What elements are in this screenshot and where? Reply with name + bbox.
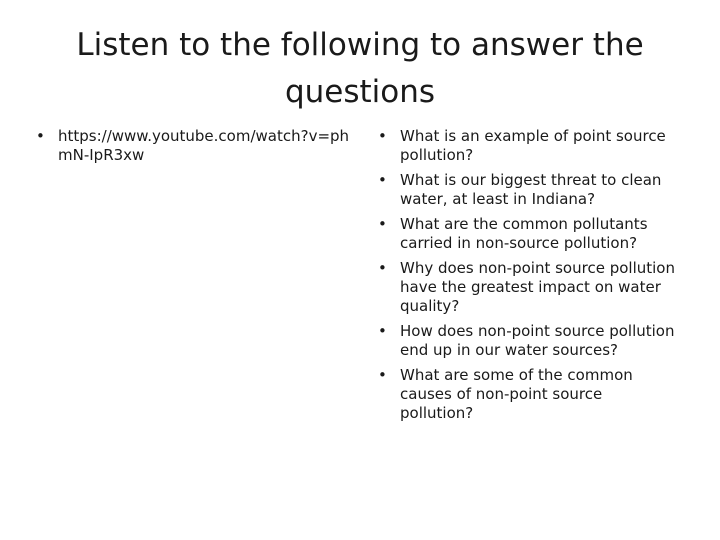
list-item [378, 171, 678, 209]
question-text: What are some of the common causes of non-point source pollution? [400, 366, 633, 422]
list-item-video-link[interactable] [36, 127, 356, 165]
list-item [378, 322, 678, 360]
video-link-text[interactable]: https://www.youtube.com/watch?v=phmN-IpR3xw [58, 127, 350, 164]
question-text: What is our biggest threat to clean water, at least in Indiana? [400, 171, 662, 208]
bullet-icon: • [36, 127, 45, 145]
bullet-icon: • [378, 259, 387, 277]
question-text: How does non-point source pollution end up in our water sources? [400, 322, 675, 359]
bullet-icon: • [378, 215, 387, 233]
bullet-icon: • [378, 171, 387, 189]
list-item [378, 366, 678, 423]
bullet-icon: • [378, 127, 387, 145]
questions-list [378, 127, 678, 429]
question-text: What are the common pollutants carried in non-source pollution? [400, 215, 648, 252]
question-text: Why does non-point source pollution have the greatest impact on water quality? [400, 259, 675, 315]
bullet-icon: • [378, 366, 387, 384]
question-text: What is an example of point source pollution? [400, 127, 666, 164]
slide-title: Listen to the following to answer the questions [76, 27, 644, 110]
list-item [378, 215, 678, 253]
list-item [378, 259, 678, 316]
bullet-icon: • [378, 322, 387, 340]
left-column-list [36, 127, 356, 171]
list-item [378, 127, 678, 165]
